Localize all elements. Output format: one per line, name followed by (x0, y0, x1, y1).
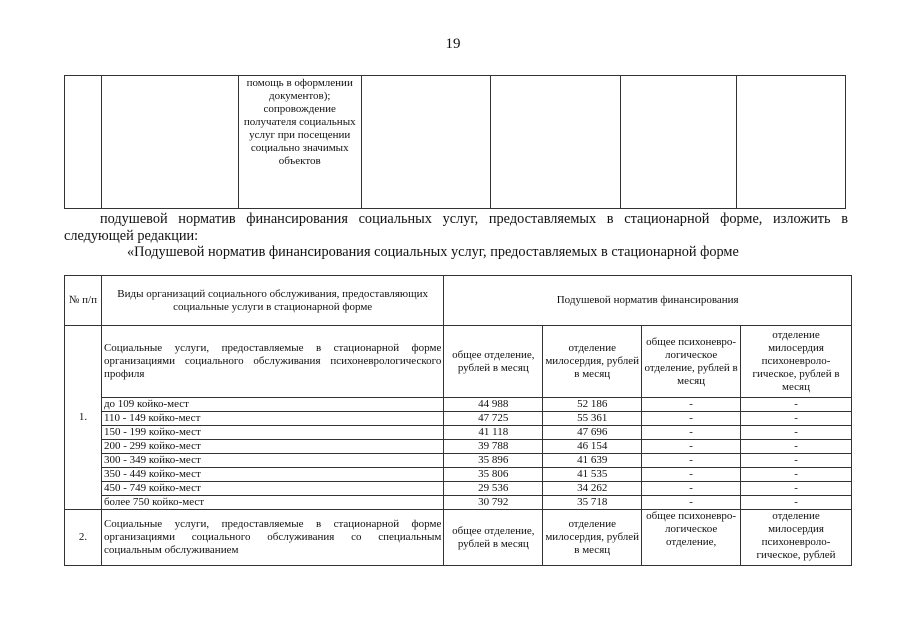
row-value-mercy: 34 262 (543, 482, 642, 496)
row-value-mercy: 35 718 (543, 496, 642, 510)
row-label: 200 - 299 койко-мест (101, 440, 443, 454)
row-value-psycho-mercy: - (741, 440, 852, 454)
page-number: 19 (445, 36, 461, 52)
row-value-psycho-mercy: - (741, 398, 852, 412)
continued-service-text: помощь в оформлении документов); сопровождение получателя социальных услуг при посещении социально значимых объектов (238, 76, 361, 209)
row-value-psycho-general: - (642, 482, 741, 496)
row-value-mercy: 55 361 (543, 412, 642, 426)
row-value-psycho-general: - (642, 412, 741, 426)
row-value-psycho-general: - (642, 468, 741, 482)
header-norm: Подушевой норматив финансирования (444, 276, 852, 326)
table-row (65, 412, 852, 426)
s2-col-header-psycho-general: общее психоневро-логическое отделение, (646, 510, 737, 548)
s2-col-header-psycho-general-cell (642, 510, 741, 566)
col-header-psycho-mercy: отделение милосердия психоневроло-гическое, рублей в месяц (741, 326, 852, 398)
row-value-general: 35 896 (444, 454, 543, 468)
row-value-mercy: 47 696 (543, 426, 642, 440)
row-value-general: 29 536 (444, 482, 543, 496)
continued-cell-5 (491, 76, 621, 209)
row-value-mercy: 41 639 (543, 454, 642, 468)
row-label: до 109 койко-мест (101, 398, 443, 412)
row-value-general: 39 788 (444, 440, 543, 454)
continued-cell-7 (737, 76, 846, 209)
section-2-num: 2. (65, 510, 102, 566)
row-value-psycho-mercy: - (741, 496, 852, 510)
section-1-title: Социальные услуги, предоставляемые в стационарной форме организациями социального обслуживания психоневрологического профиля (101, 326, 443, 398)
row-label: 110 - 149 койко-мест (101, 412, 443, 426)
continued-cell-num (65, 76, 102, 209)
header-num: № п/п (65, 276, 102, 326)
continued-table (64, 75, 846, 209)
header-types: Виды организаций социального обслуживания, предоставляющих социальные услуги в стационарной форме (101, 276, 443, 326)
row-label: 150 - 199 койко-мест (101, 426, 443, 440)
row-value-psycho-general: - (642, 398, 741, 412)
col-header-mercy: отделение милосердия, рублей в месяц (543, 326, 642, 398)
section-1-num: 1. (65, 326, 102, 510)
row-value-general: 41 118 (444, 426, 543, 440)
table-row (65, 496, 852, 510)
row-value-general: 44 988 (444, 398, 543, 412)
row-value-mercy: 46 154 (543, 440, 642, 454)
s2-col-header-psycho-mercy-cell (741, 510, 852, 566)
row-value-psycho-general: - (642, 454, 741, 468)
row-value-general: 30 792 (444, 496, 543, 510)
table-row (65, 482, 852, 496)
row-value-psycho-general: - (642, 496, 741, 510)
row-value-psycho-mercy: - (741, 454, 852, 468)
continued-cell-4 (361, 76, 491, 209)
col-header-psycho-general: общее психоневро-логическое отделение, рублей в месяц (642, 326, 741, 398)
table-row (65, 426, 852, 440)
row-value-psycho-mercy: - (741, 468, 852, 482)
row-value-psycho-general: - (642, 440, 741, 454)
row-value-psycho-mercy: - (741, 426, 852, 440)
row-value-mercy: 52 186 (543, 398, 642, 412)
amendment-paragraph: подушевой норматив финансирования социальных услуг, предоставляемых в стационарной форме, изложить в следующей редакции: (64, 211, 848, 244)
s2-col-header-mercy: отделение милосердия, рублей в месяц (543, 510, 642, 566)
table-row (65, 440, 852, 454)
continued-cell-type (101, 76, 238, 209)
col-header-general: общее отделение, рублей в месяц (444, 326, 543, 398)
row-value-mercy: 41 535 (543, 468, 642, 482)
row-label: более 750 койко-мест (101, 496, 443, 510)
row-value-psycho-general: - (642, 426, 741, 440)
section-2-title: Социальные услуги, предоставляемые в стационарной форме организациями социального обслуживания со специальным социальным обслуживанием (101, 510, 443, 566)
financing-table (64, 275, 852, 566)
row-value-general: 35 806 (444, 468, 543, 482)
row-label: 300 - 349 койко-мест (101, 454, 443, 468)
row-label: 350 - 449 койко-мест (101, 468, 443, 482)
row-label: 450 - 749 койко-мест (101, 482, 443, 496)
s2-col-header-general: общее отделение, рублей в месяц (444, 510, 543, 566)
row-value-psycho-mercy: - (741, 482, 852, 496)
row-value-psycho-mercy: - (741, 412, 852, 426)
table-row (65, 468, 852, 482)
row-value-general: 47 725 (444, 412, 543, 426)
table-heading: «Подушевой норматив финансирования социальных услуг, предоставляемых в стационарной форме (127, 244, 739, 260)
continued-cell-6 (621, 76, 737, 209)
table-row (65, 454, 852, 468)
table-row (65, 398, 852, 412)
s2-col-header-psycho-mercy: отделение милосердия психоневроло-гическое, рублей (756, 510, 836, 561)
